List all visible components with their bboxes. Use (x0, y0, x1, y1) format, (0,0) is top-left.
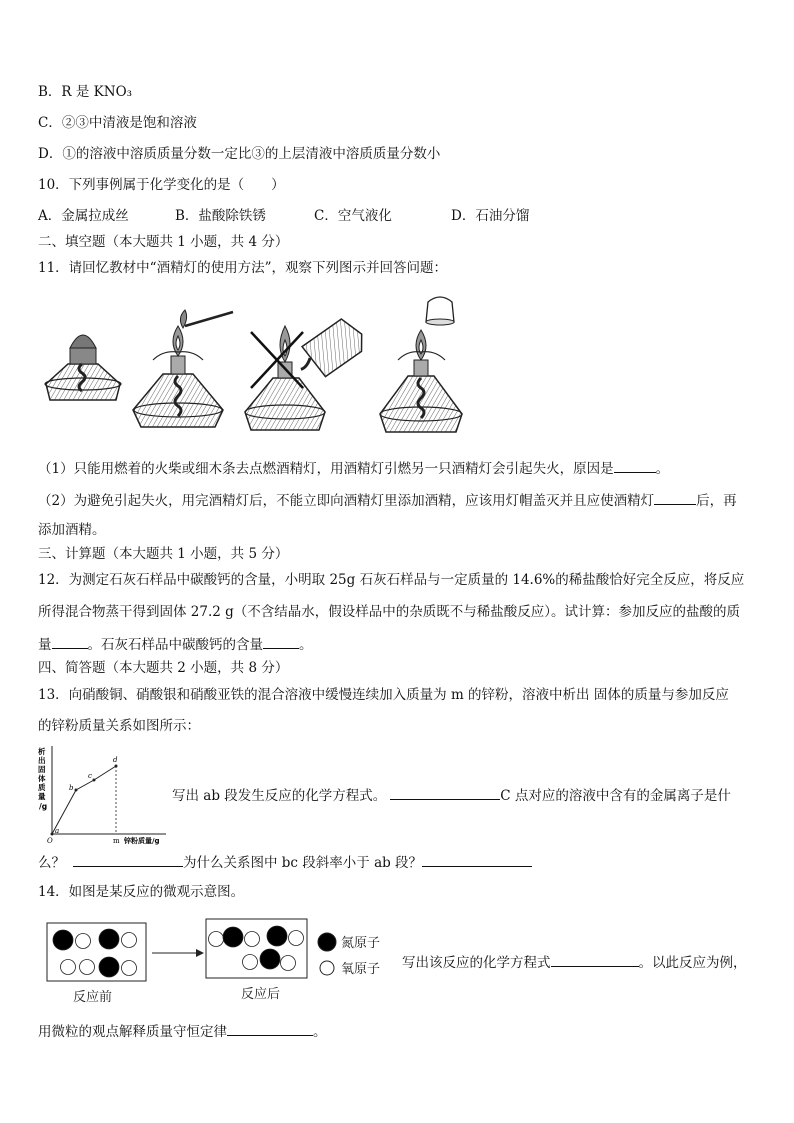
question-12-line-1: 12．为测定石灰石样品中碳酸钙的含量，小明取 25g 石灰石样品与一定质量的 14.6%的稀盐酸恰好完全反应，将反应 (38, 572, 745, 588)
ylabel-5: 质 (38, 783, 46, 792)
x-axis-label: 锌粉质量/g (124, 837, 160, 845)
origin-label: O (47, 837, 53, 845)
question-14-line-3 (38, 1021, 327, 1041)
answer-blank[interactable] (390, 785, 500, 800)
ylabel-2: 出 (38, 756, 46, 765)
alcohol-lamp-figures (38, 292, 468, 442)
question-13-line-2: 的锌粉质量关系如图所示： (38, 718, 200, 734)
ylabel-1: 析 (38, 747, 46, 756)
lamp-match-lighting-icon (133, 310, 233, 427)
question-12-3b: 。石灰石样品中碳酸钙的含量 (87, 637, 263, 653)
point-a: a (55, 827, 60, 835)
nitrogen-legend-icon (318, 933, 336, 951)
question-12-3c: 。 (299, 637, 313, 653)
question-12-line-3 (38, 634, 313, 654)
answer-blank[interactable] (52, 634, 88, 649)
answer-blank[interactable] (551, 952, 639, 967)
question-12-3a: 量 (38, 637, 52, 653)
question-10: 10．下列事例属于化学变化的是（ ） (38, 177, 285, 193)
question-14-3a: 用微粒的观点解释质量守恒定律 (38, 1024, 227, 1040)
question-14-2b: 。以此反应为例， (638, 955, 747, 971)
question-13-line-1: 13．向硝酸铜、硝酸银和硝酸亚铁的混合溶液中缓慢连续加入质量为 m 的锌粉，溶液中析出 固体的质量与参加反应 (38, 687, 729, 703)
answer-blank[interactable] (422, 852, 532, 867)
question-11-1-text: （1）只能用燃着的火柴或细木条去点燃酒精灯，用酒精灯引燃另一只酒精灯会引起失火，原因是 (38, 461, 614, 477)
ylabel-7: /g (39, 802, 48, 811)
question-14: 14．如图是某反应的微观示意图。 (38, 884, 245, 900)
ylabel-4: 体 (38, 774, 46, 783)
ylabel-3: 固 (38, 765, 46, 774)
before-label: 反应前 (73, 990, 113, 1005)
question-13-line-4 (38, 852, 532, 872)
answer-blank[interactable] (614, 458, 656, 473)
molecule-diagram (40, 916, 400, 1008)
section-2-heading: 二、填空题（本大题共 1 小题，共 4 分） (38, 234, 289, 250)
ylabel-6: 量 (38, 792, 46, 801)
question-13-3b: C 点对应的溶液中含有的金属离子是什 (500, 788, 731, 804)
lamp-cap-lifted-icon (380, 297, 462, 432)
zinc-mass-graph (36, 742, 176, 846)
question-13-line-3 (172, 785, 731, 805)
data-line (52, 766, 116, 834)
option-10b: B．盐酸除铁锈 (175, 208, 266, 224)
question-13-3a: 写出 ab 段发生反应的化学方程式。 (172, 788, 387, 804)
question-11-part-1 (38, 458, 669, 478)
nitrogen-legend-label: 氮原子 (341, 936, 381, 951)
question-12-line-2: 所得混合物蒸干得到固体 27.2 g（不含结晶水，假设样品中的杂质既不与稀盐酸反应）。试计算：参加反应的盐酸的质 (38, 604, 741, 620)
lamp-wrong-usage-icon (245, 314, 370, 430)
lamp-capped-icon (45, 335, 121, 400)
question-11-part-2-end: 添加酒精。 (38, 522, 106, 538)
answer-blank[interactable] (227, 1021, 313, 1036)
question-11-1-end: 。 (655, 461, 670, 477)
question-10-options (38, 207, 529, 225)
point-c: c (88, 772, 92, 780)
question-13-4a: 么？ (38, 855, 65, 871)
question-14-2a: 写出该反应的化学方程式 (402, 955, 551, 971)
answer-blank[interactable] (263, 634, 299, 649)
section-4-heading: 四、简答题（本大题共 2 小题，共 8 分） (38, 660, 289, 676)
question-14-3b: 。 (313, 1024, 327, 1040)
answer-blank[interactable] (73, 852, 183, 867)
point-d: d (113, 756, 118, 764)
after-label: 反应后 (241, 987, 281, 1002)
option-10d: D．石油分馏 (451, 208, 530, 224)
option-10a: A．金属拉成丝 (38, 208, 129, 224)
point-b: b (69, 784, 74, 792)
question-13-4b: 为什么关系图中 bc 段斜率小于 ab 段？ (183, 855, 423, 871)
question-11: 11．请回忆教材中“酒精灯的使用方法”，观察下列图示并回答问题： (38, 260, 447, 276)
section-3-heading: 三、计算题（本大题共 1 小题，共 5 分） (38, 546, 289, 562)
option-d: D．①的溶液中溶质质量分数一定比③的上层清液中溶质质量分数小 (38, 146, 441, 162)
question-11-2-cont: 后，再 (696, 493, 737, 509)
question-14-line-2 (402, 952, 747, 972)
m-label: m (113, 837, 120, 845)
question-11-2-text: （2）为避免引起失火，用完酒精灯后，不能立即向酒精灯里添加酒精，应该用灯帽盖灭并且应使酒精灯 (38, 493, 655, 509)
oxygen-legend-icon (320, 961, 334, 975)
question-11-part-2 (38, 490, 737, 510)
answer-blank[interactable] (654, 490, 696, 505)
option-c: C．②③中清液是饱和溶液 (38, 115, 197, 131)
option-10c: C．空气液化 (314, 208, 392, 224)
option-b: B．R 是 KNO₃ (38, 84, 133, 100)
oxygen-legend-label: 氧原子 (341, 962, 381, 977)
